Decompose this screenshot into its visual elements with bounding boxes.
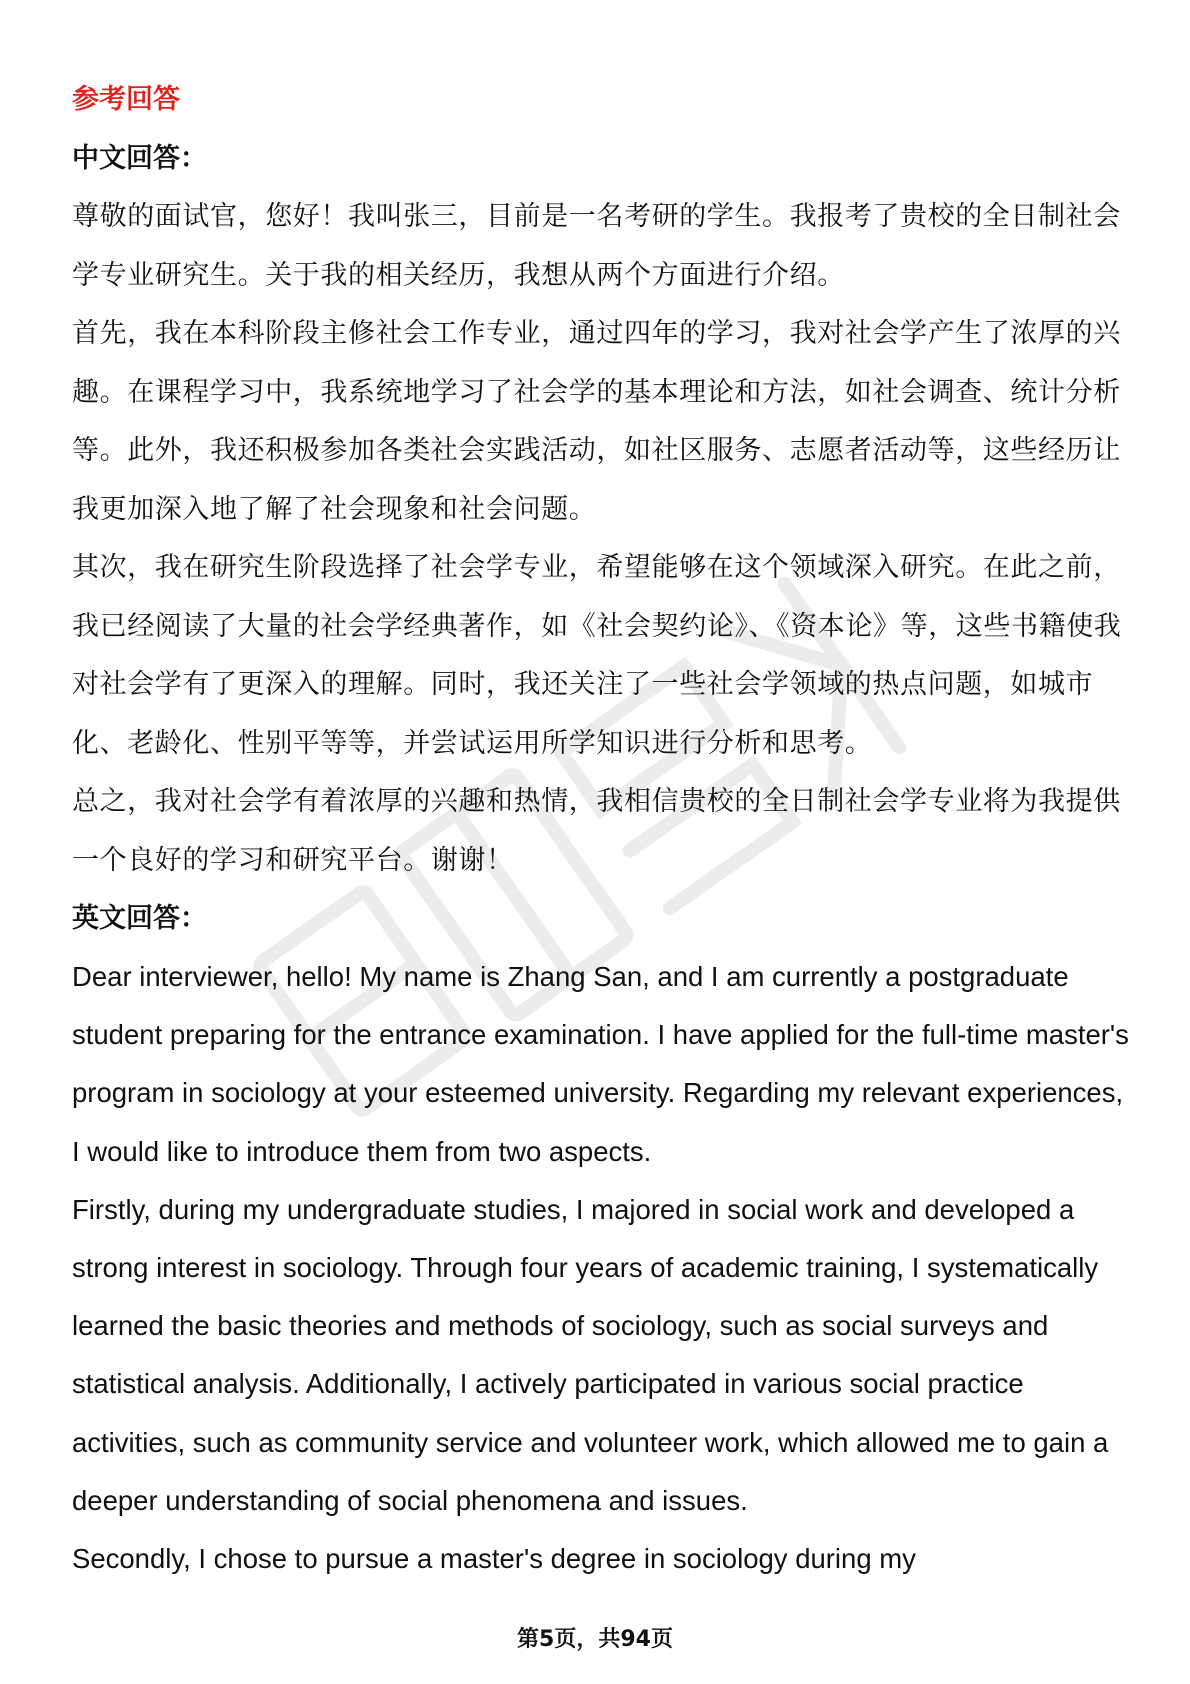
- chinese-paragraph: 其次，我在研究生阶段选择了社会学专业，希望能够在这个领域深入研究。在此之前，我已经阅读了大量的社会学经典著作，如《社会契约论》、《资本论》等，这些书籍使我对社会学有了更深入的理解。同时，我还关注了一些社会学领域的热点问题，如城市化、老龄化、性别平等等，并尝试运用所学知识进行分析和思考。: [72, 552, 1122, 759]
- chinese-paragraph: 首先，我在本科阶段主修社会工作专业，通过四年的学习，我对社会学产生了浓厚的兴趣。在课程学习中，我系统地学习了社会学的基本理论和方法，如社会调查、统计分析等。此外，我还积极参加各类社会实践活动，如社区服务、志愿者活动等，这些经历让我更加深入地了解了社会现象和社会问题。: [72, 318, 1121, 525]
- page-indicator: 第5页，共94页: [517, 1627, 673, 1652]
- english-paragraph: Firstly, during my undergraduate studies, I majored in social work and developed a strong interest in sociology. Through four years of academic training, I systematically learned the basic theories and methods of sociology, such as social surveys and statistical analysis. Additionally, I actively participated in various social practice activities, such as community service and volunteer work, which allowed me to gain a deeper understanding of social phenomena and issues.: [72, 1193, 1109, 1516]
- reference-answer-heading: 参考回答: [72, 84, 180, 115]
- english-paragraph: Dear interviewer, hello! My name is Zhang San, and I am currently a postgraduate student preparing for the entrance examination. I have applied for the full-time master's program in sociology at your esteemed university. Regarding my relevant experiences, I would like to introduce them from two aspects.: [72, 961, 1129, 1167]
- chinese-paragraph: 总之，我对社会学有着浓厚的兴趣和热情，我相信贵校的全日制社会学专业将为我提供一个良好的学习和研究平台。谢谢！: [72, 786, 1121, 876]
- document-body: [72, 70, 1132, 1588]
- chinese-paragraph: 尊敬的面试官，您好！我叫张三，目前是一名考研的学生。我报考了贵校的全日制社会学专业研究生。关于我的相关经历，我想从两个方面进行介绍。: [72, 201, 1121, 291]
- chinese-answer-label: 中文回答：: [72, 143, 207, 174]
- english-answer-label: 英文回答：: [72, 903, 207, 934]
- english-paragraph: Secondly, I chose to pursue a master's degree in sociology during my: [72, 1543, 916, 1575]
